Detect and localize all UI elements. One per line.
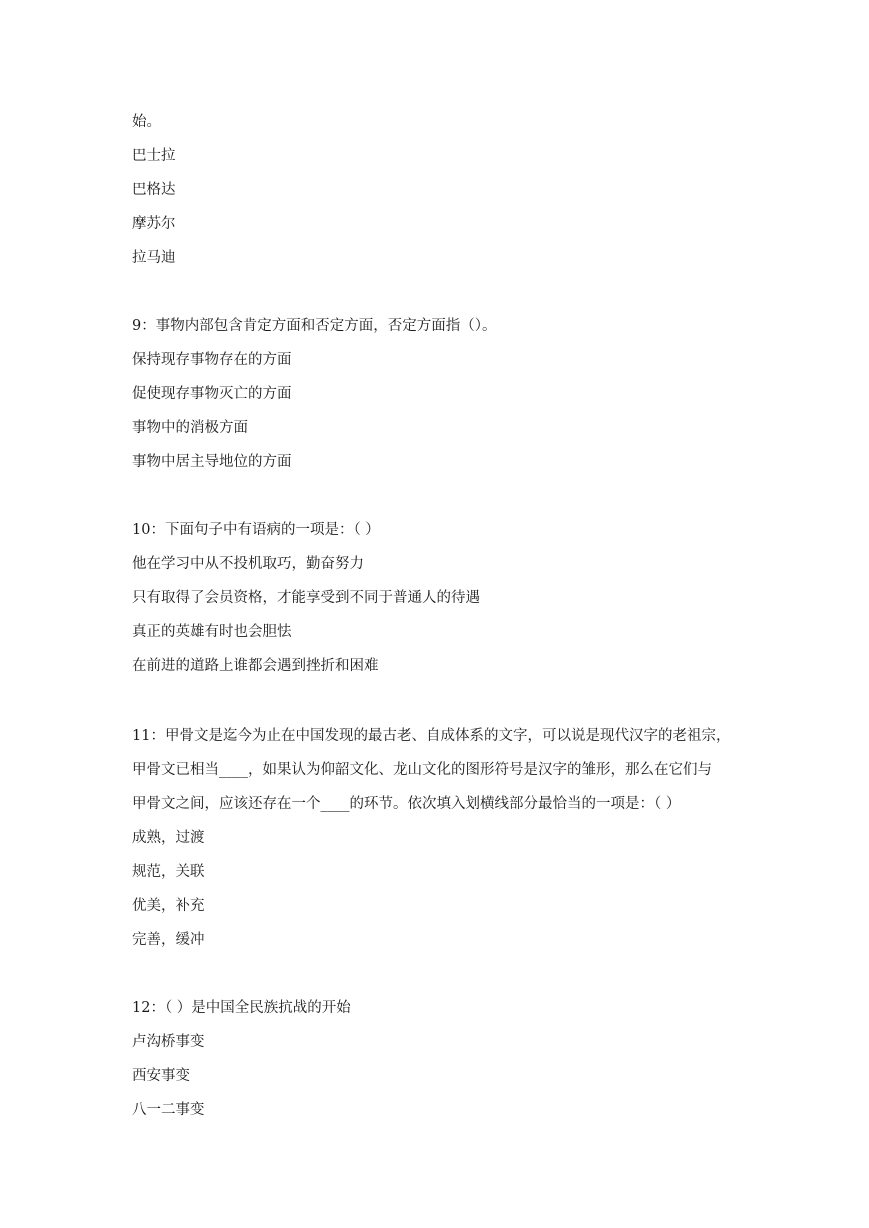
option-line: 优美，补充 (132, 898, 205, 914)
option-line: 在前进的道路上谁都会遇到挫折和困难 (132, 658, 379, 674)
option-line: 完善，缓冲 (132, 932, 205, 948)
option-line: 摩苏尔 (132, 216, 176, 232)
question-10-stem: 10：下面句子中有语病的一项是：（ ） (132, 522, 380, 538)
option-line: 促使现存事物灭亡的方面 (132, 386, 292, 402)
option-line: 拉马迪 (132, 250, 176, 266)
option-line: 真正的英雄有时也会胆怯 (132, 624, 292, 640)
option-line: 西安事变 (132, 1068, 190, 1084)
option-line: 事物中的消极方面 (132, 420, 248, 436)
option-line: 八一二事变 (132, 1102, 205, 1118)
option-line: 卢沟桥事变 (132, 1034, 205, 1050)
question-11-stem-line: 甲骨文已相当____，如果认为仰韶文化、龙山文化的图形符号是汉字的雏形，那么在它们与 (132, 762, 712, 778)
continuation-text: 始。 (132, 114, 161, 130)
option-line: 巴格达 (132, 182, 176, 198)
option-line: 保持现存事物存在的方面 (132, 352, 292, 368)
option-line: 只有取得了会员资格，才能享受到不同于普通人的待遇 (132, 590, 480, 606)
option-line: 规范，关联 (132, 864, 205, 880)
question-9-stem: 9：事物内部包含肯定方面和否定方面，否定方面指（）。 (132, 318, 497, 334)
option-line: 他在学习中从不投机取巧，勤奋努力 (132, 556, 364, 572)
question-11-stem-line: 11：甲骨文是迄今为止在中国发现的最古老、自成体系的文字，可以说是现代汉字的老祖宗， (132, 728, 731, 744)
question-11-stem-line: 甲骨文之间，应该还存在一个____的环节。依次填入划横线部分最恰当的一项是：（ ） (132, 796, 681, 812)
question-12-stem: 12：（ ）是中国全民族抗战的开始 (132, 1000, 351, 1016)
option-line: 巴士拉 (132, 148, 176, 164)
option-line: 事物中居主导地位的方面 (132, 454, 292, 470)
option-line: 成熟，过渡 (132, 830, 205, 846)
